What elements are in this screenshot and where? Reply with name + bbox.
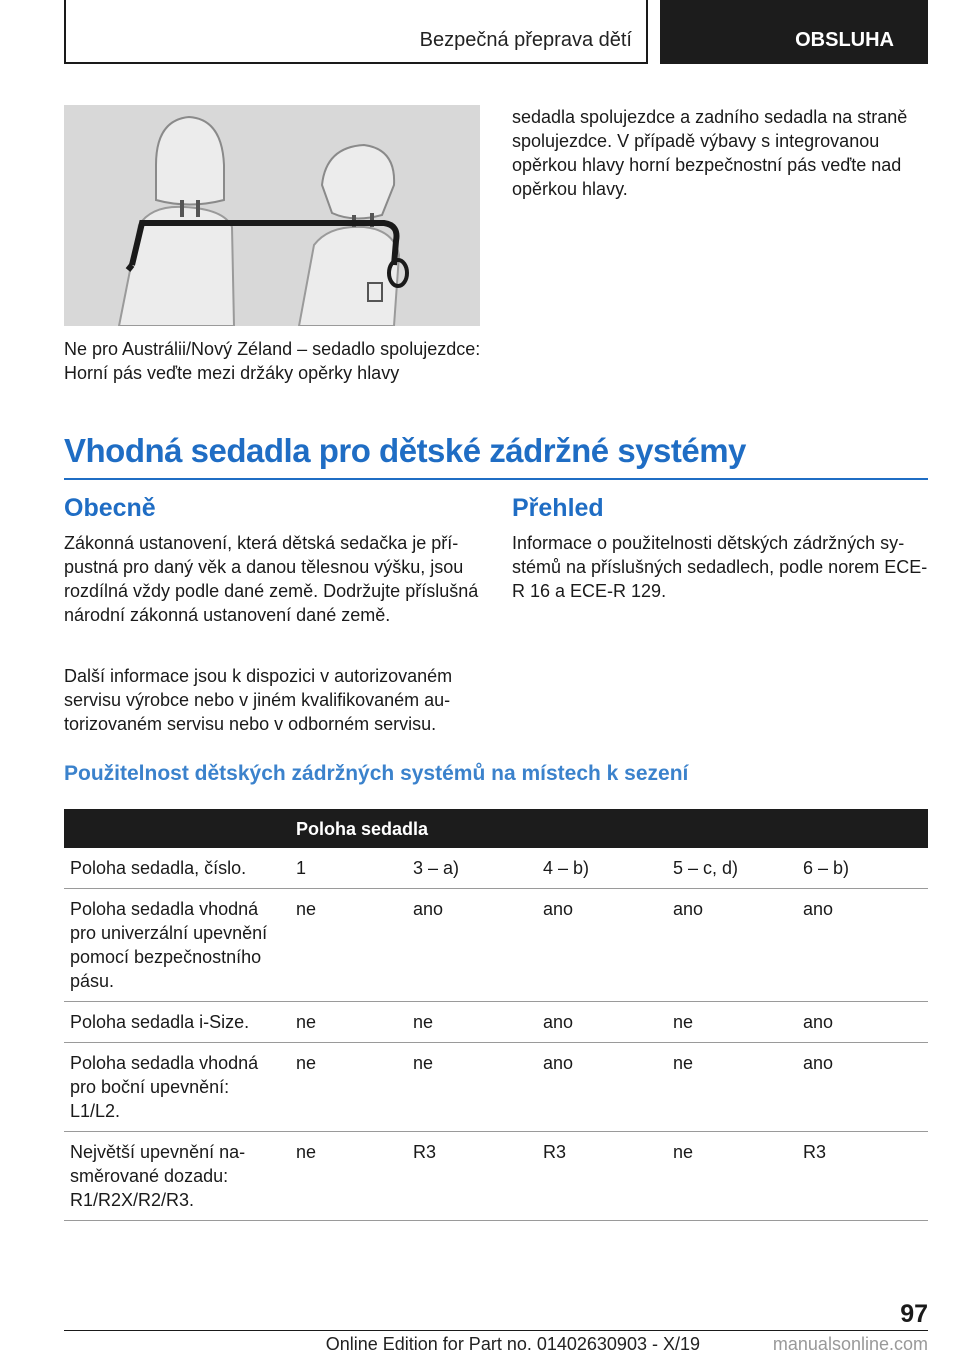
table-cell: ano [797, 1002, 928, 1043]
table-cell: ano [797, 889, 928, 1002]
table-header-seat-position: Poloha sedadla [290, 809, 928, 848]
general-heading: Obecně [64, 494, 156, 522]
table-header-empty [64, 809, 290, 848]
table-cell: ano [797, 1043, 928, 1132]
table-cell: R3 [537, 1132, 667, 1221]
table-cell: ne [407, 1002, 537, 1043]
table-cell: Největší upevnění nasměrované dozadu: R1/R2X/R2/R3. [64, 1132, 290, 1221]
table-cell: ne [667, 1132, 797, 1221]
table-row [64, 889, 928, 1002]
general-paragraph-1: Zákonná ustanovení, která dětská sedačka je přípustná pro daný věk a danou tělesnou výšku, jsou rozdílná vždy podle dané země. Dodržujte příslušná národní zákonná ustanovení dané země. [64, 533, 479, 625]
table-cell: ne [407, 1043, 537, 1132]
table-cell: ano [667, 889, 797, 1002]
table-cell: 6 – b) [797, 848, 928, 889]
table-cell: 1 [290, 848, 407, 889]
overview-heading: Přehled [512, 494, 604, 522]
table-cell: 4 – b) [537, 848, 667, 889]
headrest-illustration-svg [64, 105, 480, 326]
table-cell: ne [290, 1132, 407, 1221]
watermark-text: manualsonline.com [772, 1334, 928, 1354]
headrest-belt-illustration [64, 105, 480, 326]
table-row [64, 1002, 928, 1043]
table-cell: ne [290, 889, 407, 1002]
general-paragraph-2: Další informace jsou k dispozici v autorizovaném servisu výrobce nebo v jiném kvalifikovaném autorizovaném servisu nebo v odborném servisu. [64, 666, 453, 734]
table-cell: ne [290, 1043, 407, 1132]
table-cell: 3 – a) [407, 848, 537, 889]
table-row [64, 1132, 928, 1221]
table-cell: ne [667, 1043, 797, 1132]
chapter-tab: OBSLUHA [660, 0, 928, 64]
figure-caption: Ne pro Austrálii/Nový Zéland – sedadlo spolujezdce: Horní pás veďte mezi držáky opěrky hlavy [64, 339, 481, 383]
edition-text: Online Edition for Part no. 01402630903 - X/19 [325, 1334, 700, 1354]
overview-paragraph: Informace o použitelnosti dětských zádržných systémů na příslušných sedadlech, podle norem ECE-R 16 a ECE-R 129. [512, 533, 928, 601]
table-cell: R3 [407, 1132, 537, 1221]
main-heading: Vhodná sedadla pro dětské zádržné systémy [64, 432, 746, 469]
table-cell: R3 [797, 1132, 928, 1221]
heading-rule [64, 478, 928, 480]
seat-usage-table [64, 809, 928, 1221]
table-cell: ano [537, 1043, 667, 1132]
table-cell: Poloha sedadla, číslo. [64, 848, 290, 889]
table-row [64, 848, 928, 889]
table-cell: 5 – c, d) [667, 848, 797, 889]
section-title: Bezpečná přeprava dětí [64, 0, 648, 64]
intro-text: sedadla spolujezdce a zadního sedadla na straně spolujezdce. V případě výbavy s integrovanou opěrkou hlavy horní bezpečnostní pás veďte nad opěrkou hlavy. [512, 107, 908, 199]
page-number: 97 [900, 1300, 928, 1328]
page-header [64, 0, 928, 66]
table-header-row [64, 809, 928, 848]
table-cell: Poloha sedadla vhodná pro univerzální upevnění pomocí bezpečnostního pásu. [64, 889, 290, 1002]
table-cell: Poloha sedadla vhodná pro boční upevnění: L1/L2. [64, 1043, 290, 1132]
usage-heading: Použitelnost dětských zádržných systémů na místech k sezení [64, 762, 689, 785]
table-cell: Poloha sedadla i-Size. [64, 1002, 290, 1043]
footer-rule [64, 1330, 928, 1331]
table-cell: ano [537, 889, 667, 1002]
table-row [64, 1043, 928, 1132]
table-cell: ne [667, 1002, 797, 1043]
table-cell: ano [407, 889, 537, 1002]
table-cell: ano [537, 1002, 667, 1043]
table-cell: ne [290, 1002, 407, 1043]
